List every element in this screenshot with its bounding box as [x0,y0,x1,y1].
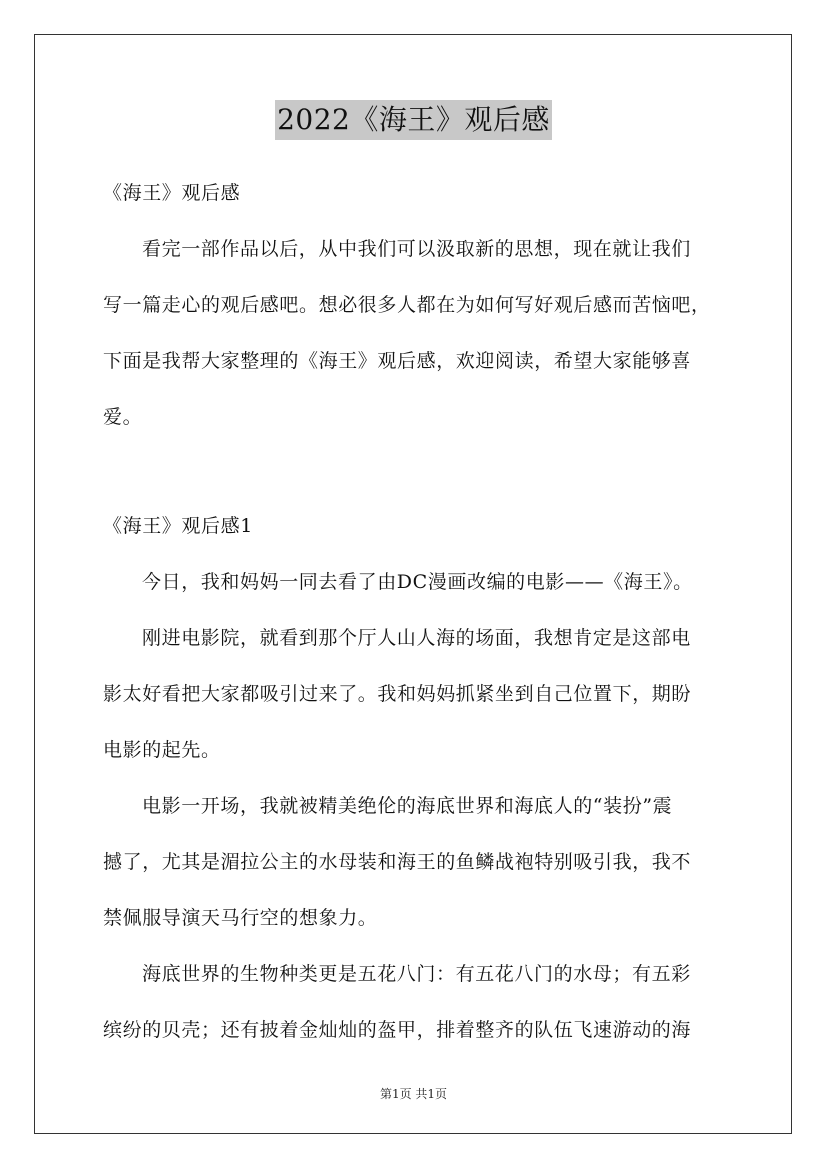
paragraph-line: 缤纷的贝壳；还有披着金灿灿的盔甲，排着整齐的队伍飞速游动的海 [103,1019,692,1041]
paragraph-line: 电影一开场，我就被精美绝伦的海底世界和海底人的“装扮”震 [142,795,673,817]
paragraph-line: 电影的起先。 [103,739,221,761]
paragraph-line: 今日，我和妈妈一同去看了由DC漫画改编的电影——《海王》。 [142,571,693,593]
paragraph-line: 刚进电影院，就看到那个厅人山人海的场面，我想肯定是这部电 [142,627,691,649]
document-body [103,176,739,1069]
paragraph-line: 写一篇走心的观后感吧。想必很多人都在为如何写好观后感而苦恼吧， [103,294,711,316]
section-gap [103,456,739,509]
document-title: 2022《海王》观后感 [275,100,552,140]
paragraph-line: 下面是我帮大家整理的《海王》观后感，欢迎阅读，希望大家能够喜 [103,350,692,372]
section-heading: 《海王》观后感1 [103,515,253,537]
paragraph-line: 影太好看把大家都吸引过来了。我和妈妈抓紧坐到自己位置下，期盼 [103,683,692,705]
paragraph-line: 撼了，尤其是湄拉公主的水母装和海王的鱼鳞战袍特别吸引我，我不 [103,851,692,873]
paragraph-line: 海底世界的生物种类更是五花八门：有五花八门的水母；有五彩 [142,963,691,985]
page-footer [0,1085,827,1102]
page-number: 第1页 共1页 [379,1087,448,1101]
title-container [0,100,827,140]
paragraph-line: 看完一部作品以后，从中我们可以汲取新的思想，现在就让我们 [142,238,691,260]
section-heading: 《海王》观后感 [103,182,241,204]
paragraph-line: 爱。 [103,406,143,428]
paragraph-line: 禁佩服导演天马行空的想象力。 [103,907,378,929]
